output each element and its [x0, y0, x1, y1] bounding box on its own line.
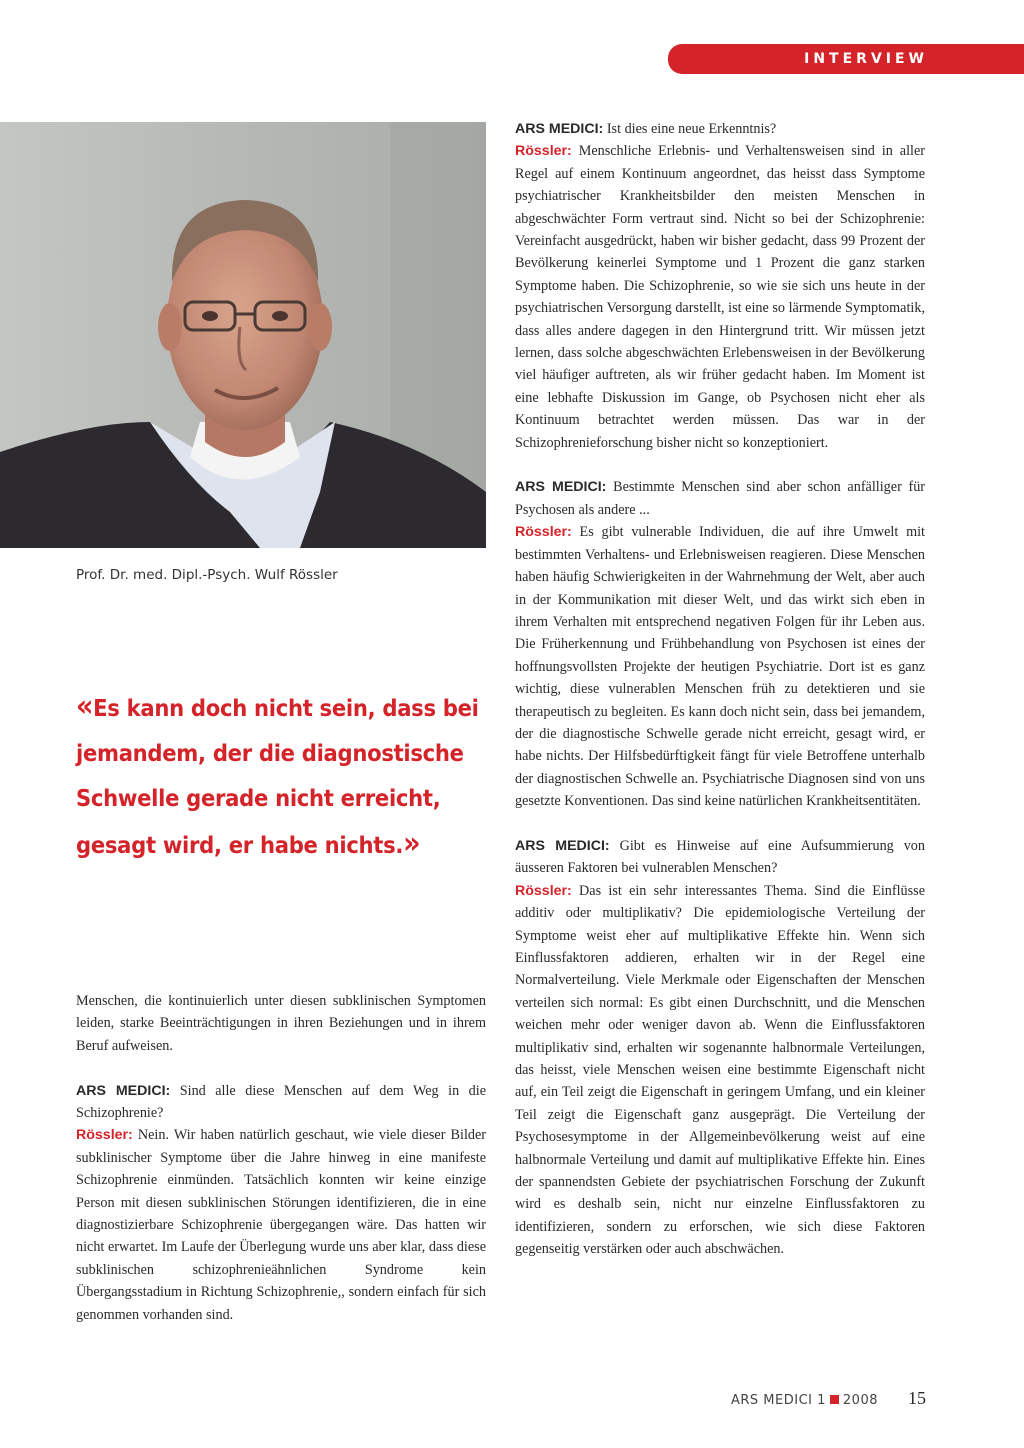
square-bullet-icon [830, 1395, 839, 1404]
photo-caption: Prof. Dr. med. Dipl.-Psych. Wulf Rössler [76, 567, 338, 583]
interview-exchange [515, 118, 925, 454]
pull-quote [76, 684, 496, 868]
interviewer-label: ARS MEDICI: [515, 837, 610, 854]
quote-close-mark: » [403, 826, 421, 861]
interviewer-label: ARS MEDICI: [515, 121, 604, 137]
interview-exchange [515, 476, 925, 812]
answer-text: Das ist ein sehr interessantes Thema. Sind die Einflüsse additiv oder multiplikativ? Die epidemiologische Verteilung der Symptome weist eher auf multiplikative Effekte hin. Wenn sich Einflussfaktoren addieren, erhalten wir in der Regel eine Normalverteilung. Viele Merkmale oder Eigenschaften der Menschen verteilen sich normal: Es gibt einen Durchschnitt, und die Menschen weichen mehr oder weniger davon ab. Wenn die Einflussfaktoren multiplikativ sind, erhalten wir sogenannte halbnormale Verteilungen, das heisst, viele Menschen weisen eine bestimmte Eigenschaft nicht auf, ein Teil zeigt die Eigenschaft in geringem Umfang, und ein kleiner Teil zeigt die Eigenschaft ganz ausgeprägt. Die Verteilung der Psychosesymptome in der Allgemeinbevölkerung weist auf eine halbnormale Verteilung und damit auf multiplikative Effekte hin. Eines der spannendsten Gebiete der psychiatrischen Forschung der Zukunft wird es deshalb sein, nicht nur einzelne Einflussfaktoren zu identifizieren, sondern zu erforschen, wie sich diese Faktoren gegenseitig verstärken oder auch abschwächen. [515, 882, 925, 1258]
respondent-label: Rössler: [515, 143, 572, 160]
interviewer-label: ARS MEDICI: [515, 479, 607, 496]
respondent-label: Rössler: [76, 1127, 133, 1144]
answer-text: Nein. Wir haben natürlich geschaut, wie viele dieser Bilder subklinischer Symptome über die Jahre hinweg in eine manifeste Schizophrenie einmünden. Tatsächlich konnten wir keine einzige Person mit diesen subklinischen Störungen identifizieren, die in eine diagnostizierbare Schizophrenie übergegangen wäre. Das hatten wir nicht erwartet. Im Laufe der Überlegung wurde uns aber klar, dass diese subklinischen schizophrenieähnlichen Syndrome kein Übergangsstadium in Richtung Schizophrenie,, sondern einfach für sich genommen vorhanden sind. [76, 1127, 486, 1323]
question-text: Gibt es Hinweise auf eine Aufsummierung von äusseren Faktoren bei vulnerablen Menschen? [515, 837, 925, 877]
interview-exchange [76, 1080, 486, 1326]
journal-name: ARS MEDICI 1 [731, 1393, 826, 1408]
question-text: Sind alle diese Menschen auf dem Weg in die Schizophrenie? [76, 1082, 486, 1122]
respondent-label: Rössler: [515, 882, 572, 899]
interview-exchange [515, 835, 925, 1261]
page-number: 15 [908, 1388, 926, 1408]
paragraph: Menschen, die kontinuierlich unter diesen subklinischen Symptomen leiden, starke Beeinträchtigungen in ihren Beziehungen und in ihrem Beruf aufweisen. [76, 993, 486, 1054]
footer-journal [731, 1393, 878, 1408]
right-column [515, 118, 925, 1261]
answer-text: Es gibt vulnerable Individuen, die auf ihre Umwelt mit bestimmten Verhaltens- und Erlebnisweisen reagieren. Diese Menschen haben häufig Schwierigkeiten in der Wahrnehmung der Welt, aber auch in der Kommunikation mit dieser Welt, und das wirkt sich eben in ihrem Verhalten mit entsprechend negativen Folgen für ihr Leben aus. Die Früherkennung und Frühbehandlung von Psychosen ist eines der hoffnungsvollsten Projekte der heutigen Psychiatrie. Dort ist es ganz wichtig, diese vulnerablen Menschen früh zu detektieren und sie therapeutisch zu begleiten. Es kann doch nicht sein, dass bei jemandem, der die diagnostische Schwelle gerade nicht erreicht, gesagt wird, er habe nichts. Der Hilfsbedürftigkeit fängt für viele Betroffene unterhalb der diagnostischen Schwelle an. Psychiatrische Diagnosen sind von uns gesetzte Konventionen. Das sind keine natürlichen Krankheitsentitäten. [515, 524, 925, 810]
answer-text: Menschliche Erlebnis- und Verhaltensweisen sind in aller Regel auf einem Kontinuum angeordnet, das heisst dass Symptome psychiatrischer Krankheitsbilder den meisten Menschen in abgeschwächter Form vertraut sind. Nicht so bei der Schizophrenie: Vereinfacht ausgedrückt, haben wir bisher gedacht, dass 99 Prozent der Bevölkerung keinerlei Symptome und 1 Prozent die ganz starken Symptome haben. Die Schizophrenie, so wie sie sich uns heute in der psychiatrischen Versorgung darstellt, ist eine so lärmende Symptomatik, dass alles andere dagegen in den Hintergrund tritt. Wir müssen jetzt lernen, dass solche abgeschwächten Erlebensweisen in der Bevölkerung viel häufiger auftreten, als wir früher gedacht haben. Im Moment ist eine lebhafte Diskussion im Gange, ob Psychosen nicht eher als Kontinuum betrachtet werden müssen. Das war in der Schizophrenieforschung bisher nicht so konzeptioniert. [515, 143, 925, 451]
interviewer-label: ARS MEDICI: [76, 1082, 171, 1099]
journal-year: 2008 [842, 1393, 878, 1408]
pull-quote-text: Es kann doch nicht sein, dass bei jemandem, der die diagnostische Schwelle gerade nicht erreicht, gesagt wird, er habe nichts. [76, 694, 479, 859]
respondent-label: Rössler: [515, 524, 572, 541]
section-tab: INTERVIEW [668, 44, 1024, 74]
left-column [76, 990, 486, 1326]
question-text: Bestimmte Menschen sind aber schon anfälliger für Psychosen als andere ... [515, 479, 926, 518]
question-text: Ist dies eine neue Erkenntnis? [603, 121, 777, 137]
portrait-photo [0, 122, 486, 548]
quote-open-mark: « [76, 689, 94, 724]
